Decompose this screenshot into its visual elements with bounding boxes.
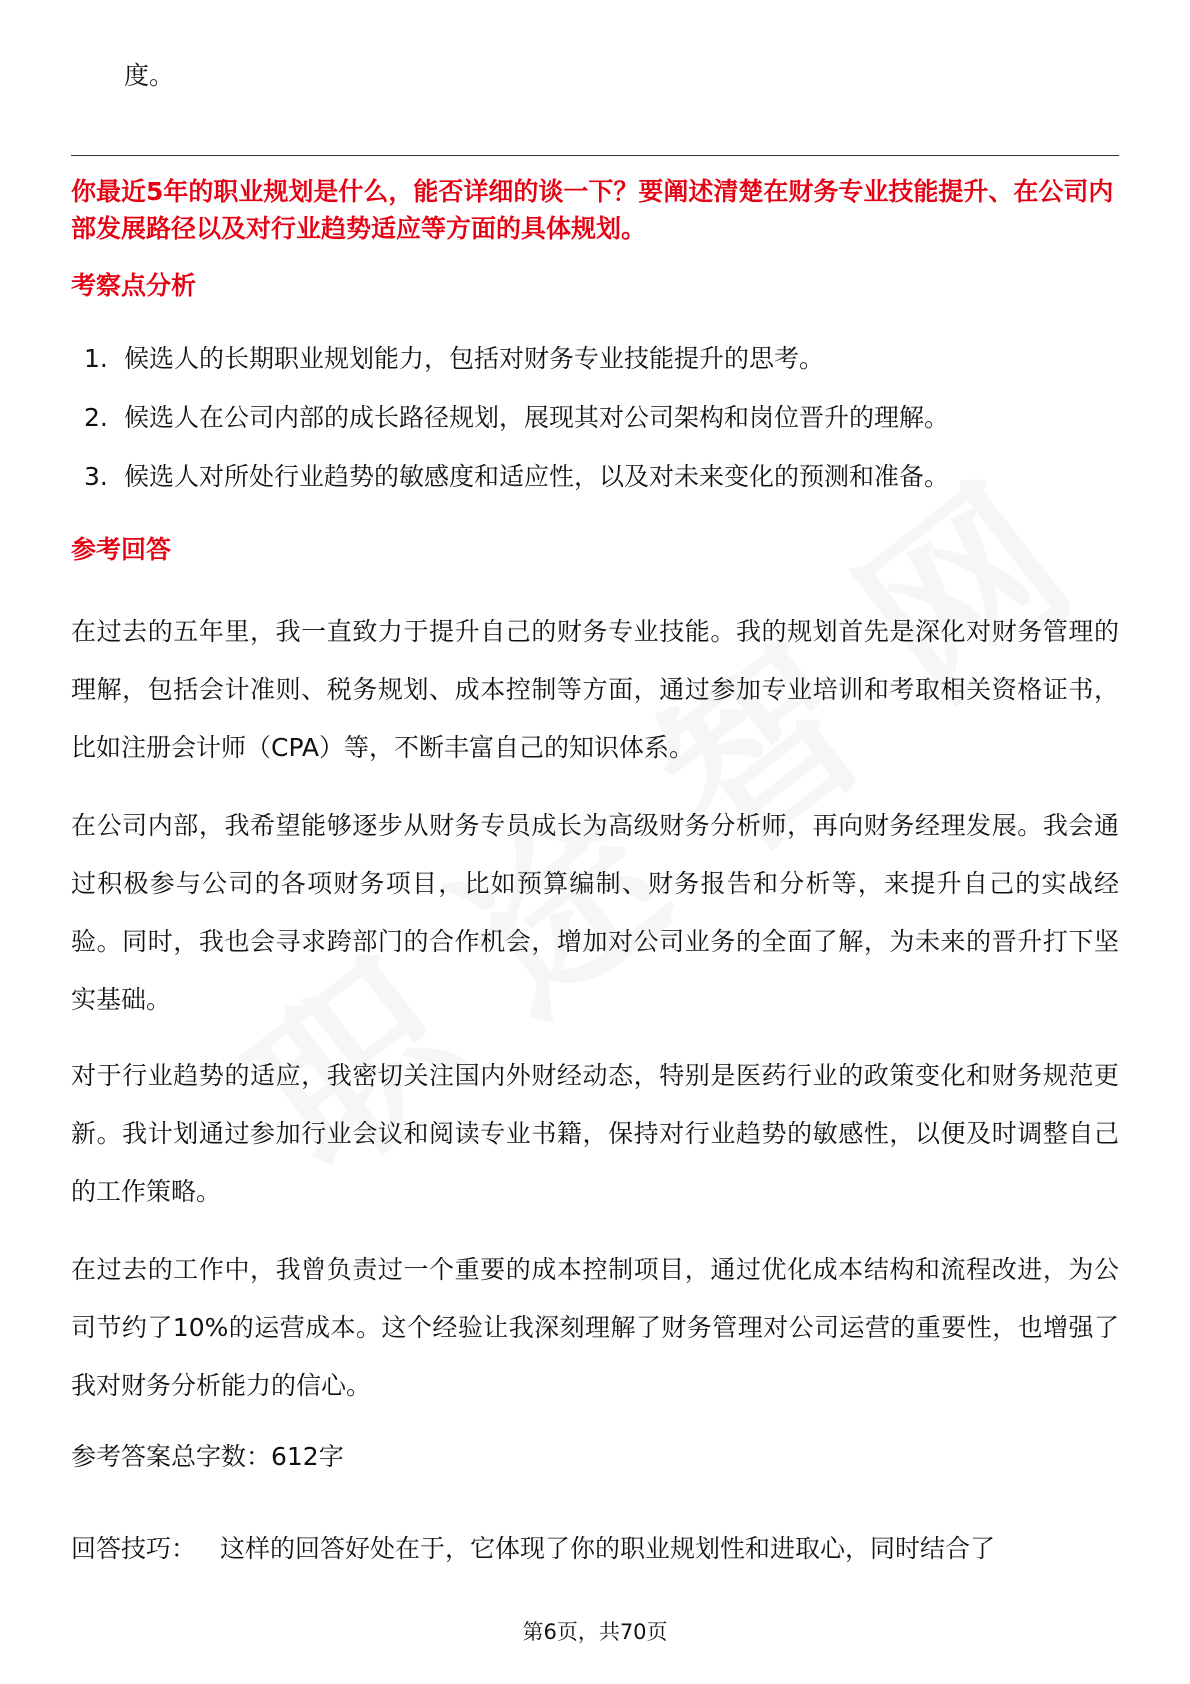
word-count: 参考答案总字数：612字 [71, 1442, 344, 1471]
answer-heading: 参考回答 [71, 535, 172, 564]
list-item-number: 3. [84, 462, 108, 491]
tips-text: 这样的回答好处在于，它体现了你的职业规划性和进取心，同时结合了 [220, 1534, 996, 1563]
question-title: 你最近5年的职业规划是什么，能否详细的谈一下？要阐述清楚在财务专业技能提升、在公司内部发展路径以及对行业趋势适应等方面的具体规划。 [71, 177, 1114, 243]
list-item-number: 2. [84, 403, 108, 432]
answer-paragraph: 在过去的五年里，我一直致力于提升自己的财务专业技能。我的规划首先是深化对财务管理的理解，包括会计准则、税务规划、成本控制等方面，通过参加专业培训和考取相关资格证书，比如注册会计师（CPA）等，不断丰富自己的知识体系。 [71, 617, 1119, 762]
analysis-list [84, 340, 1119, 517]
list-item-number: 1. [84, 344, 108, 373]
list-item [84, 458, 1119, 495]
answer-paragraph: 在公司内部，我希望能够逐步从财务专员成长为高级财务分析师，再向财务经理发展。我会通过积极参与公司的各项财务项目，比如预算编制、财务报告和分析等，来提升自己的实战经验。同时，我也会寻求跨部门的合作机会，增加对公司业务的全面了解，为未来的晋升打下坚实基础。 [71, 811, 1119, 1014]
list-item-text: 候选人的长期职业规划能力，包括对财务专业技能提升的思考。 [124, 344, 825, 373]
analysis-heading: 考察点分析 [71, 271, 197, 300]
answer-paragraph: 在过去的工作中，我曾负责过一个重要的成本控制项目，通过优化成本结构和流程改进，为公司节约了10%的运营成本。这个经验让我深刻理解了财务管理对公司运营的重要性，也增强了我对财务分析能力的信心。 [71, 1255, 1119, 1400]
page-footer: 第6页，共70页 [522, 1620, 668, 1644]
tips-line [71, 1529, 1119, 1569]
section-divider [71, 155, 1119, 156]
tips-label: 回答技巧： [71, 1534, 197, 1563]
list-item [84, 399, 1119, 436]
answer-paragraph: 对于行业趋势的适应，我密切关注国内外财经动态，特别是医药行业的政策变化和财务规范更新。我计划通过参加行业会议和阅读专业书籍，保持对行业趋势的敏感性，以便及时调整自己的工作策略。 [71, 1061, 1119, 1206]
list-item-text: 候选人在公司内部的成长路径规划，展现其对公司架构和岗位晋升的理解。 [124, 403, 950, 432]
list-item-text: 候选人对所处行业趋势的敏感度和适应性，以及对未来变化的预测和准备。 [124, 462, 950, 491]
carryover-text: 度。 [124, 61, 175, 90]
list-item [84, 340, 1119, 377]
